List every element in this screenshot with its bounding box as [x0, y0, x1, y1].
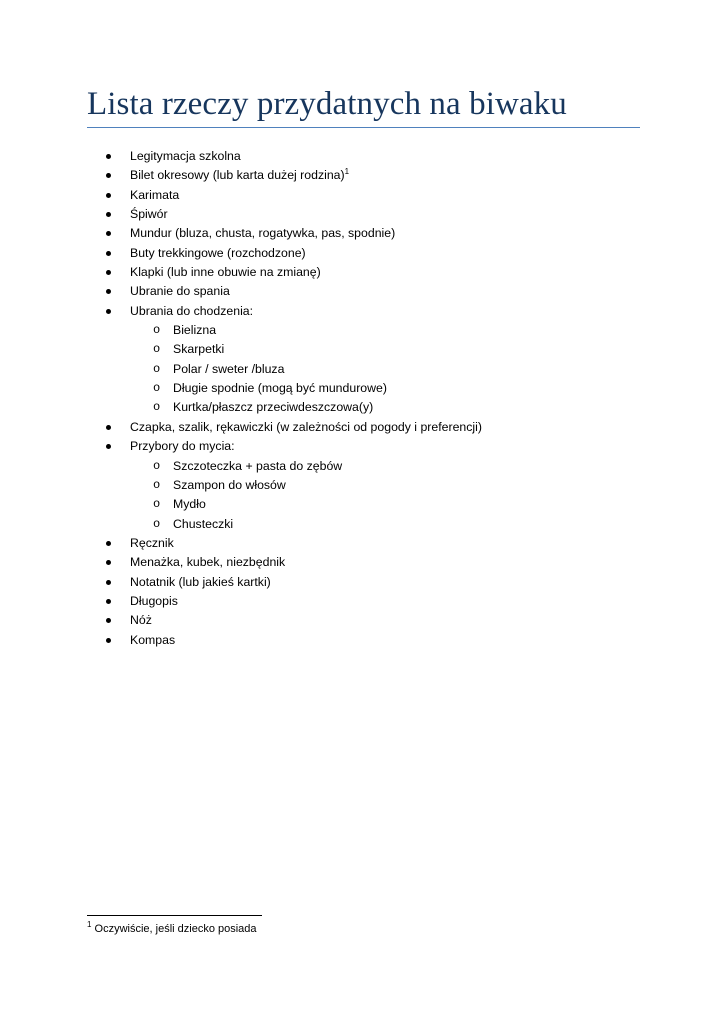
list-item — [87, 186, 647, 205]
list-item — [87, 282, 647, 301]
circle-bullet-icon: o — [153, 497, 161, 512]
sub-list-item — [87, 340, 647, 359]
list-item-text: Ubrania do chodzenia: — [130, 303, 254, 318]
list-item — [87, 147, 647, 166]
list-item-text: Mundur (bluza, chusta, rogatywka, pas, spodnie) — [130, 226, 396, 241]
sub-list-item — [87, 360, 647, 379]
list-item — [87, 573, 647, 592]
list-item — [87, 166, 647, 185]
footnote-number: 1 — [87, 920, 92, 929]
list-item-text: Długie spodnie (mogą być mundurowe) — [173, 381, 387, 396]
list-item-text: Buty trekkingowe (rozchodzone) — [130, 245, 306, 260]
list-item-text: Czapka, szalik, rękawiczki (w zależności od pogody i preferencji) — [130, 419, 482, 434]
list-item — [87, 534, 647, 553]
list-item — [87, 263, 647, 282]
footnote-separator — [87, 915, 262, 916]
list-item-text: Menażka, kubek, niezbędnik — [130, 555, 286, 570]
list-item-text: Notatnik (lub jakieś kartki) — [130, 574, 271, 589]
list-item-text: Szczoteczka + pasta do zębów — [173, 458, 343, 473]
list-item-text: Szampon do włosów — [173, 477, 286, 492]
circle-bullet-icon: o — [153, 342, 161, 357]
sub-list-item — [87, 515, 647, 534]
list-item-text: Klapki (lub inne obuwie na zmianę) — [130, 265, 321, 280]
list-item — [87, 224, 647, 243]
circle-bullet-icon: o — [153, 323, 161, 338]
list-item-text: Polar / sweter /bluza — [173, 361, 285, 376]
list-item — [87, 553, 647, 572]
list-item-text: Kurtka/płaszcz przeciwdeszczowa(y) — [173, 400, 374, 415]
list-item — [87, 631, 647, 650]
circle-bullet-icon: o — [153, 400, 161, 415]
list-item — [87, 437, 647, 456]
list-item-text: Bielizna — [173, 323, 217, 338]
sub-list-item — [87, 495, 647, 514]
footnote-reference: 1 — [344, 167, 350, 177]
list-item-text: Kompas — [130, 632, 176, 647]
sub-list-item — [87, 321, 647, 340]
list-item — [87, 302, 647, 321]
circle-bullet-icon: o — [153, 458, 161, 473]
circle-bullet-icon: o — [153, 477, 161, 492]
list-item-text: Śpiwór — [130, 207, 168, 222]
list-item-text: Chusteczki — [173, 516, 234, 531]
list-item — [87, 244, 647, 263]
list-item-text: Nóż — [130, 613, 152, 628]
list-item-text: Legitymacja szkolna — [130, 149, 241, 163]
list-item-text: Bilet okresowy (lub karta dużej rodzina) — [130, 168, 345, 183]
footnote-text: Oczywiście, jeśli dziecko posiada — [94, 923, 257, 935]
title-underline — [87, 127, 640, 128]
list-item — [87, 418, 647, 437]
list-item — [87, 592, 647, 611]
packing-list — [87, 147, 647, 650]
list-item — [87, 611, 647, 630]
list-item-text: Ubranie do spania — [130, 284, 230, 299]
circle-bullet-icon: o — [153, 516, 161, 531]
footnote — [87, 921, 257, 937]
sub-list-item — [87, 476, 647, 495]
circle-bullet-icon: o — [153, 381, 161, 396]
list-item — [87, 205, 647, 224]
list-item-text: Skarpetki — [173, 342, 225, 357]
sub-list-item — [87, 379, 647, 398]
list-item-text: Karimata — [130, 187, 180, 202]
list-item-text: Przybory do mycia: — [130, 439, 235, 454]
sub-list-item — [87, 398, 647, 417]
list-item-text: Długopis — [130, 593, 178, 608]
circle-bullet-icon: o — [153, 361, 161, 376]
list-item-text: Ręcznik — [130, 535, 174, 550]
list-item-text: Mydło — [173, 497, 206, 512]
sub-list-item — [87, 457, 647, 476]
document-title: Lista rzeczy przydatnych na biwaku — [87, 86, 567, 122]
